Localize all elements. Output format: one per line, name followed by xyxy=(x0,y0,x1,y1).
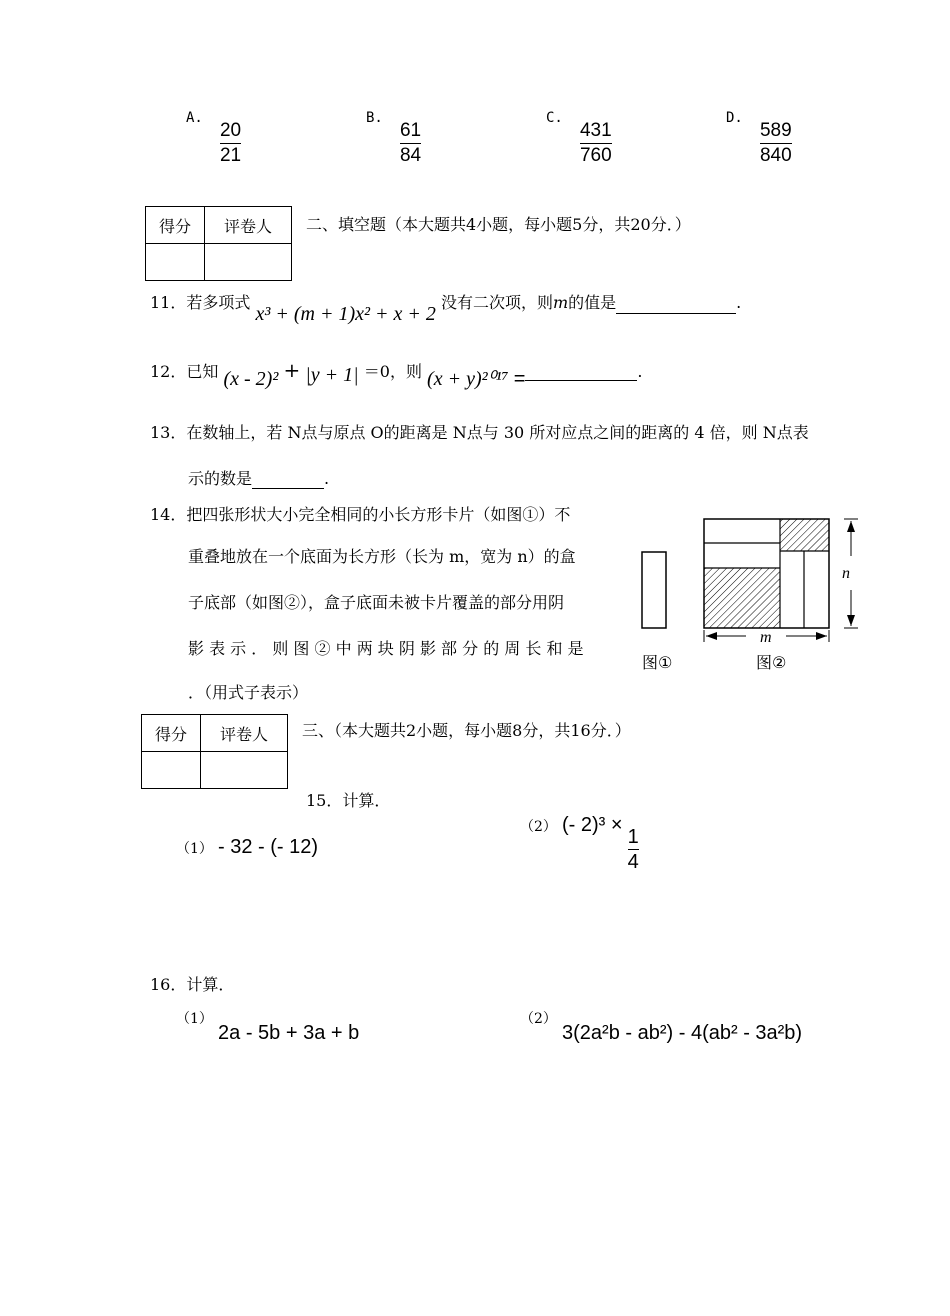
question-16-part1: （1） 2a - 5b + 3a + b xyxy=(176,1011,360,1044)
option-d: D. $\frac{589}{840}$ xyxy=(726,110,792,166)
question-14-line5: ．（用式子表示） xyxy=(188,683,309,702)
option-c: C. $\frac{431}{760}$ xyxy=(546,110,612,166)
answer-blank-13[interactable] xyxy=(252,488,324,489)
question-13-line1: 13．在数轴上，若 N点与原点 O的距离是 N点与 30 所对应点之间的距离的 4 倍，则 N点表 xyxy=(150,423,809,442)
question-14-figure xyxy=(636,510,866,680)
card-rectangle xyxy=(642,552,666,628)
section3-title: 三、（本大题共2小题，每小题8分，共16分．） xyxy=(302,721,631,740)
score-table-1: 得分 评卷人 xyxy=(145,206,292,281)
fraction-one-quarter: $\frac{1}{4}$ xyxy=(627,826,639,873)
score-cell[interactable] xyxy=(146,244,205,281)
question-15-part2: （2） (- 2)³ × $\frac{1}{4}$ xyxy=(520,814,639,873)
option-d-fraction: $\frac{589}{840}$ xyxy=(759,120,792,166)
score-cell[interactable] xyxy=(142,752,201,789)
question-15-title: 15．计算． xyxy=(306,791,391,810)
grader-cell[interactable] xyxy=(205,244,292,281)
option-a: A. $\frac{20}{21}$ xyxy=(186,110,242,166)
answer-blank-12[interactable] xyxy=(525,380,637,381)
question-11: 11．若多项式 x³ + (m + 1)x² + x + 2 没有二次项，则m的值是 . xyxy=(150,293,742,325)
question-14-line1: 14．把四张形状大小完全相同的小长方形卡片（如图①）不 xyxy=(150,505,571,524)
option-c-fraction: $\frac{431}{760}$ xyxy=(579,120,612,166)
option-b-fraction: $\frac{61}{84}$ xyxy=(399,120,422,166)
answer-blank-11[interactable] xyxy=(616,313,736,314)
section2-title: 二、填空题（本大题共4小题，每小题5分，共20分．） xyxy=(306,215,691,234)
option-a-fraction: $\frac{20}{21}$ xyxy=(219,120,242,166)
figure-2-label: 图② xyxy=(756,653,787,672)
figure-1-label: 图① xyxy=(642,653,673,672)
grader-cell[interactable] xyxy=(201,752,288,789)
question-16-title: 16．计算． xyxy=(150,975,235,994)
question-14-line3: 子底部（如图②），盒子底面未被卡片覆盖的部分用阴 xyxy=(188,593,565,612)
question-13-line2: 示的数是 . xyxy=(188,469,330,488)
shaded-region-1 xyxy=(704,568,780,628)
option-b: B. $\frac{61}{84}$ xyxy=(366,110,422,166)
question-14-line2: 重叠地放在一个底面为长方形（长为 m，宽为 n）的盒 xyxy=(188,547,576,566)
question-14-line4: 影 表 示 ． 则 图 ② 中 两 块 阴 影 部 分 的 周 长 和 是 xyxy=(188,639,584,658)
shaded-region-2 xyxy=(780,519,829,551)
question-16-part2: （2） 3(2a²b - ab²) - 4(ab² - 3a²b) xyxy=(520,1011,803,1044)
n-label: n xyxy=(842,565,850,582)
score-table-2: 得分 评卷人 xyxy=(141,714,288,789)
question-15-part1: （1） - 32 - (- 12) xyxy=(176,836,319,858)
m-label: m xyxy=(760,629,772,646)
question-12: 12．已知 (x - 2)² + |y + 1| ＝0，则 (x + y)²⁰¹⁷ = . xyxy=(150,358,643,390)
